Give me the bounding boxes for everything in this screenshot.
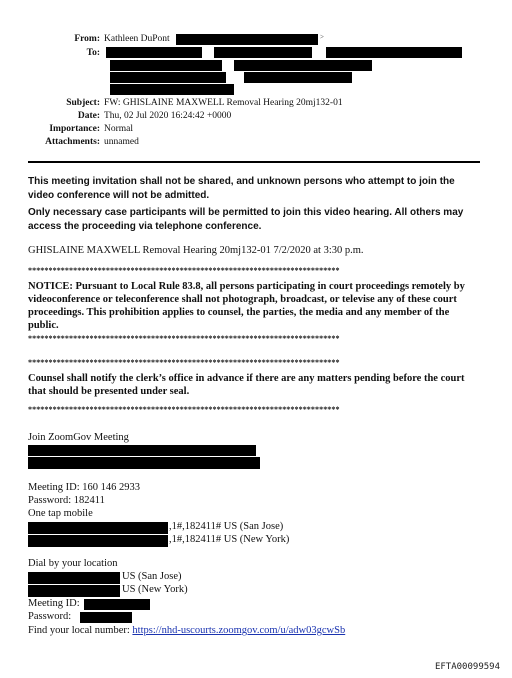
one-tap-label: One tap mobile [28, 508, 93, 519]
redaction [28, 572, 120, 584]
redaction [84, 599, 150, 610]
header-divider [28, 161, 480, 163]
redaction [28, 522, 168, 534]
from-value: Kathleen DuPont [104, 34, 170, 44]
redaction [28, 445, 256, 456]
subject-label: Subject: [66, 98, 100, 108]
dial-label: Dial by your location [28, 558, 118, 569]
find-local-line [28, 625, 345, 636]
redaction [28, 585, 120, 597]
redaction [110, 72, 226, 83]
attachments-label: Attachments: [45, 137, 100, 147]
redaction [214, 47, 312, 58]
password-label: Password: [28, 611, 72, 622]
importance-label: Importance: [49, 124, 100, 134]
join-label: Join ZoomGov Meeting [28, 432, 129, 443]
redaction [80, 612, 132, 623]
redaction [28, 457, 260, 469]
subject-value: FW: GHISLAINE MAXWELL Removal Hearing 20mj132-01 [104, 98, 343, 108]
redaction [244, 72, 352, 83]
redaction [110, 60, 222, 71]
date-value: Thu, 02 Jul 2020 16:24:42 +0000 [104, 111, 232, 121]
warning-invitation: This meeting invitation shall not be shared, and unknown persons who attempt to join the video conference will not be admitted. [28, 176, 455, 201]
meeting-id-label: Meeting ID: [28, 598, 80, 609]
notice-text: NOTICE: Pursuant to Local Rule 83.8, all persons participating in court proceedings remotely by videoconference or teleconference shall not photograph, broadcast, or televise any of these court proceedings. This prohibition applies to counsel, the parties, the media and any member of the public. [28, 281, 465, 331]
warning-participants: Only necessary case participants will be permitted to join this video hearing. All others may access the proceeding via telephone conference. [28, 207, 464, 232]
redaction [326, 47, 462, 58]
importance-value: Normal [104, 124, 134, 134]
redaction [28, 535, 168, 547]
password: Password: 182411 [28, 495, 105, 506]
tap-san-jose: ,1#,182411# US (San Jose) [169, 521, 284, 532]
to-label: To: [86, 48, 100, 58]
attachments-value: unnamed [104, 137, 139, 147]
document-id: EFTA00099594 [434, 662, 500, 672]
dial-san-jose: US (San Jose) [122, 571, 182, 582]
hearing-line: GHISLAINE MAXWELL Removal Hearing 20mj132-01 7/2/2020 at 3:30 p.m. [28, 245, 364, 256]
date-label: Date: [77, 111, 100, 121]
bracket-glyph: > [320, 33, 324, 41]
redaction [234, 60, 372, 71]
find-local-label: Find your local number: [28, 625, 133, 636]
from-label: From: [74, 34, 100, 44]
counsel-text: Counsel shall notify the clerk’s office in advance if there are any matters pending before the court that should be presented under seal. [28, 373, 465, 397]
stars-divider: **************************************************************************** [28, 358, 340, 367]
dial-new-york: US (New York) [122, 584, 188, 595]
meeting-id: Meeting ID: 160 146 2933 [28, 482, 140, 493]
stars-divider: **************************************************************************** [28, 405, 340, 414]
redaction [110, 84, 234, 95]
redaction [176, 34, 318, 45]
zoomgov-link[interactable]: https://nhd-uscourts.zoomgov.com/u/adw03gcwSb [132, 625, 346, 636]
redaction [106, 47, 202, 58]
tap-new-york: ,1#,182411# US (New York) [169, 534, 290, 545]
stars-divider: **************************************************************************** [28, 334, 340, 343]
stars-divider: **************************************************************************** [28, 266, 340, 275]
